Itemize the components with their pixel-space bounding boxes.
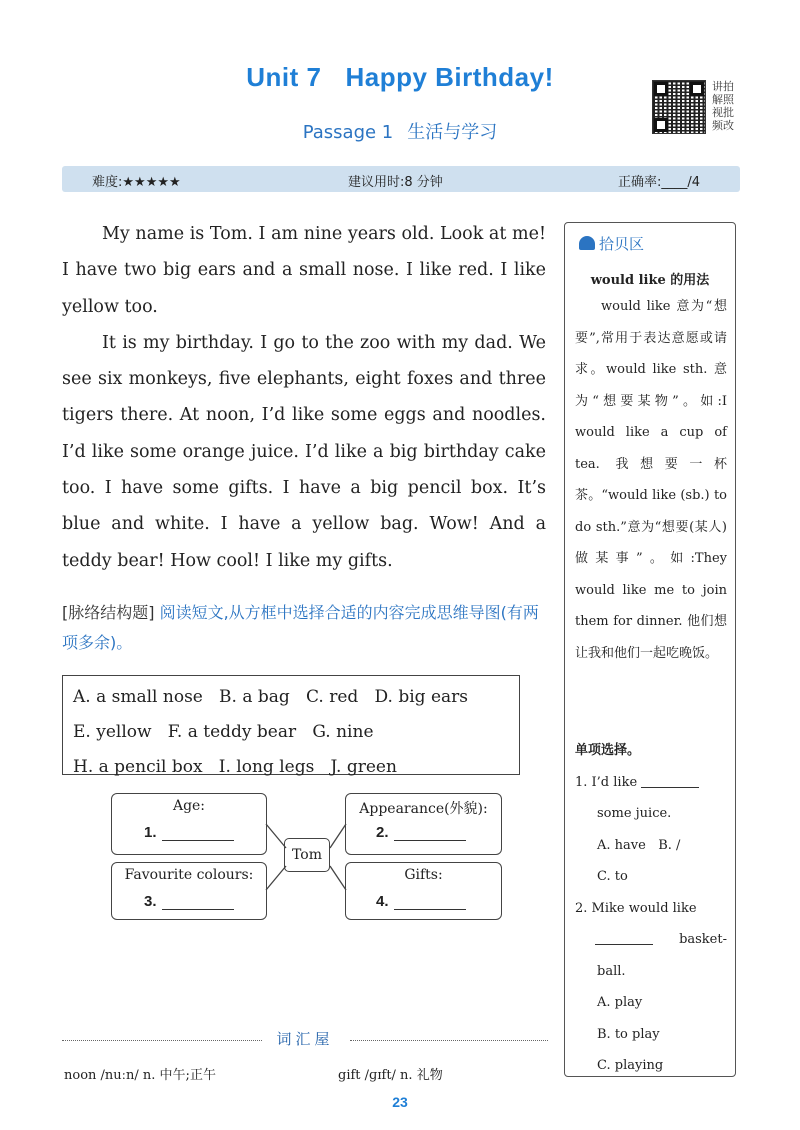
qr-label: 讲拍 解照 视批 频改: [712, 80, 734, 132]
blank-number: 4.: [376, 893, 389, 910]
mindmap-gifts-box: [345, 862, 502, 920]
option[interactable]: C. to: [597, 869, 628, 884]
mindmap-center: Tom: [284, 838, 330, 872]
vocab-item-gift: gift /ɡɪft/ n. 礼物: [338, 1068, 443, 1083]
page-number: 23: [392, 1094, 408, 1110]
vocab-item-noon: noon /nuːn/ n. 中午;正午: [64, 1068, 216, 1083]
question-1: 1. I’d like: [575, 767, 727, 799]
answer-blank-4[interactable]: [394, 909, 466, 910]
option[interactable]: C. playing: [597, 1058, 664, 1073]
option[interactable]: A. have B. /: [597, 837, 681, 853]
passage-label: Passage 1: [302, 122, 394, 143]
appearance-label: Appearance(外貌):: [359, 801, 488, 817]
difficulty-rating: 难度:★★★★★: [92, 175, 181, 190]
blank-number: 3.: [144, 893, 157, 910]
answer-blank-q1[interactable]: [641, 774, 699, 788]
answer-blank-3[interactable]: [162, 909, 234, 910]
options-line: E. yellow F. a teddy bear G. nine: [73, 722, 374, 742]
blank-number: 1.: [144, 824, 157, 841]
mindmap-age-box: [111, 793, 267, 855]
shell-icon: [579, 236, 595, 250]
option[interactable]: B. to play: [597, 1026, 660, 1042]
vocab-heading: 词汇屋: [62, 1030, 548, 1050]
sidebar-heading: 拾贝区: [579, 233, 644, 254]
divider: [62, 1040, 262, 1041]
question-2: 2. Mike would like: [575, 900, 697, 916]
gifts-label: Gifts:: [404, 867, 443, 883]
divider: [350, 1040, 548, 1041]
options-line: A. a small nose B. a bag C. red D. big ears: [73, 687, 468, 707]
quiz-title: 单项选择。: [575, 743, 641, 758]
answer-blank-2[interactable]: [394, 840, 466, 841]
passage-paragraph: It is my birthday. I go to the zoo with my dad. We see six monkeys, five elephants, eight foxes and three tigers there. At noon, I’d like some eggs and noodles. I’d like some orange juice. I’d like a big birthday cake too. I have some gifts. I have a big pencil box. It’s blue and white. I have a yellow bag. Wow! And a teddy bear! How cool! I like my gifts.: [62, 332, 546, 571]
accuracy-score: 正确率:____/4: [618, 175, 701, 190]
grammar-note: would like 意为“想要”,常用于表达意愿或请求。would like sth. 意为“想要某物”。如:I would like a cup of tea. 我想要一杯茶。“would like (sb.) to do sth.”意为“想要(某人)做某事”。如:They would like me to join them for dinner. 他们想让我和他们一起吃晚饭。: [575, 299, 727, 661]
task-tag: [脉络结构题]: [62, 603, 155, 622]
colours-label: Favourite colours:: [124, 867, 254, 883]
task-text: 阅读短文,从方框中选择合适的内容完成思维导图(有两项多余)。: [62, 603, 539, 652]
mindmap-appearance-box: [345, 793, 502, 855]
tips-sidebar: [564, 222, 736, 1077]
quiz-section: 单项选择。 1. I’d like some juice. A. have B. / C. to 2. Mike would like basket- ball. A. play B. to play C. playing: [575, 735, 727, 1082]
answer-blank-1[interactable]: [162, 840, 234, 841]
passage-paragraph: My name is Tom. I am nine years old. Look at me! I have two big ears and a small nose. I like red. I like yellow too.: [62, 224, 546, 317]
mindmap-colours-box: [111, 862, 267, 920]
answer-blank-q2[interactable]: [595, 931, 653, 945]
option[interactable]: A. play: [597, 995, 643, 1010]
passage-topic: 生活与学习: [407, 122, 498, 143]
blank-number: 2.: [376, 824, 389, 841]
suggested-time: 建议用时:8 分钟: [348, 175, 443, 190]
options-line: H. a pencil box I. long legs J. green: [73, 757, 397, 777]
unit-number: Unit 7: [246, 62, 322, 92]
sidebar-subheading: would like 的用法: [590, 273, 710, 288]
unit-name: Happy Birthday!: [345, 62, 554, 92]
age-label: Age:: [172, 798, 206, 814]
